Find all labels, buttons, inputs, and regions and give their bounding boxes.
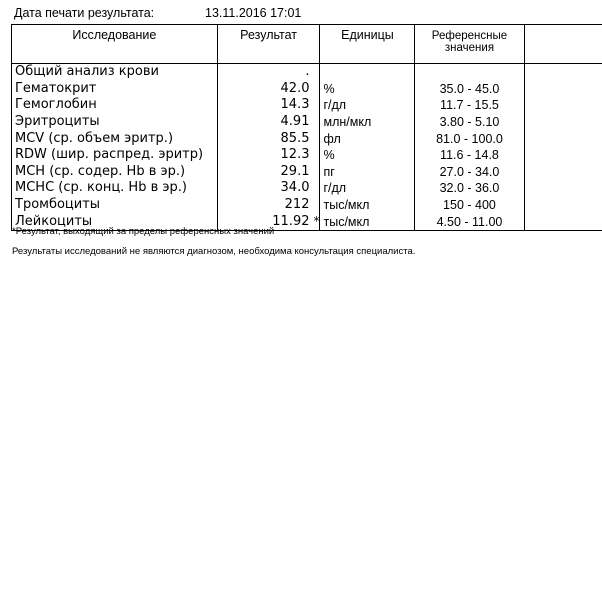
empty-cell [524, 180, 602, 197]
result-cell [217, 164, 320, 181]
disclaimer: Результаты исследований не являются диагнозом, необходима консультация специалиста. [12, 246, 416, 257]
empty-cell [524, 97, 602, 114]
result-cell [217, 147, 320, 164]
test-name-cell: Гемоглобин [12, 97, 218, 114]
header-reference [415, 25, 524, 64]
reference-cell: 81.0 - 100.0 [415, 130, 524, 147]
result-cell [217, 114, 320, 131]
header-units: Единицы [320, 25, 415, 64]
header-reference-line1: Референсные [431, 30, 508, 42]
reference-cell: 150 - 400 [415, 197, 524, 214]
result-cell [217, 64, 320, 81]
result-cell [217, 81, 320, 98]
result-cell [217, 97, 320, 114]
result-value: 4.91 [280, 114, 310, 130]
test-name-cell: Общий анализ крови [12, 64, 218, 81]
results-body [12, 64, 602, 231]
unit-cell: % [320, 81, 415, 98]
test-name-cell: Эритроциты [12, 114, 218, 131]
test-name-cell: RDW (шир. распред. эритр) [12, 147, 218, 164]
reference-cell: 35.0 - 45.0 [415, 81, 524, 98]
unit-cell: тыс/мкл [320, 213, 415, 230]
unit-cell: тыс/мкл [320, 197, 415, 214]
empty-cell [524, 130, 602, 147]
table-header-row [12, 25, 602, 64]
header-reference-line2: значения [444, 42, 495, 54]
header-test: Исследование [12, 25, 218, 64]
test-name-cell: MCH (ср. содер. Hb в эр.) [12, 164, 218, 181]
unit-cell: г/дл [320, 97, 415, 114]
reference-cell: 11.6 - 14.8 [415, 147, 524, 164]
empty-cell [524, 64, 602, 81]
test-name-cell: MCV (ср. объем эритр.) [12, 130, 218, 147]
result-value: . [305, 64, 310, 80]
result-value: 12.3 [280, 147, 310, 163]
reference-cell [415, 64, 524, 81]
test-name-cell: MCHC (ср. конц. Hb в эр.) [12, 180, 218, 197]
reference-cell: 32.0 - 36.0 [415, 180, 524, 197]
empty-cell [524, 81, 602, 98]
header-result: Результат [217, 25, 320, 64]
test-name-cell: Лейкоциты [12, 213, 218, 230]
test-name-cell: Гематокрит [12, 81, 218, 98]
reference-cell: 11.7 - 15.5 [415, 97, 524, 114]
test-name-cell: Тромбоциты [12, 197, 218, 214]
result-value: 29.1 [280, 163, 310, 179]
header-empty [524, 25, 602, 64]
result-value: 11.92 [272, 213, 310, 229]
table-row [12, 164, 602, 181]
empty-cell [524, 147, 602, 164]
result-value: 14.3 [280, 97, 310, 113]
unit-cell [320, 64, 415, 81]
unit-cell: млн/мкл [320, 114, 415, 131]
unit-cell: фл [320, 130, 415, 147]
print-date-value: 13.11.2016 17:01 [205, 6, 302, 20]
result-cell [217, 130, 320, 147]
result-value: 42.0 [280, 80, 310, 96]
table-row [12, 197, 602, 214]
empty-cell [524, 213, 602, 230]
table-row [12, 64, 602, 81]
table-row [12, 114, 602, 131]
out-of-range-flag: * [313, 214, 320, 229]
table-row [12, 147, 602, 164]
result-value: 85.5 [280, 130, 310, 146]
result-value: 34.0 [280, 180, 310, 196]
unit-cell: пг [320, 164, 415, 181]
reference-cell: 4.50 - 11.00 [415, 213, 524, 230]
footnote: *Результат, выходящий за пределы референсных значений [12, 226, 275, 237]
print-date-label: Дата печати результата: [14, 6, 155, 20]
result-cell [217, 197, 320, 214]
unit-cell: г/дл [320, 180, 415, 197]
empty-cell [524, 197, 602, 214]
print-date [14, 6, 302, 20]
result-cell [217, 180, 320, 197]
result-value: 212 [284, 197, 310, 213]
table-row [12, 130, 602, 147]
table-row [12, 97, 602, 114]
empty-cell [524, 114, 602, 131]
table-row [12, 81, 602, 98]
reference-cell: 27.0 - 34.0 [415, 164, 524, 181]
table-row [12, 180, 602, 197]
results-table [11, 24, 602, 231]
reference-cell: 3.80 - 5.10 [415, 114, 524, 131]
unit-cell: % [320, 147, 415, 164]
empty-cell [524, 164, 602, 181]
